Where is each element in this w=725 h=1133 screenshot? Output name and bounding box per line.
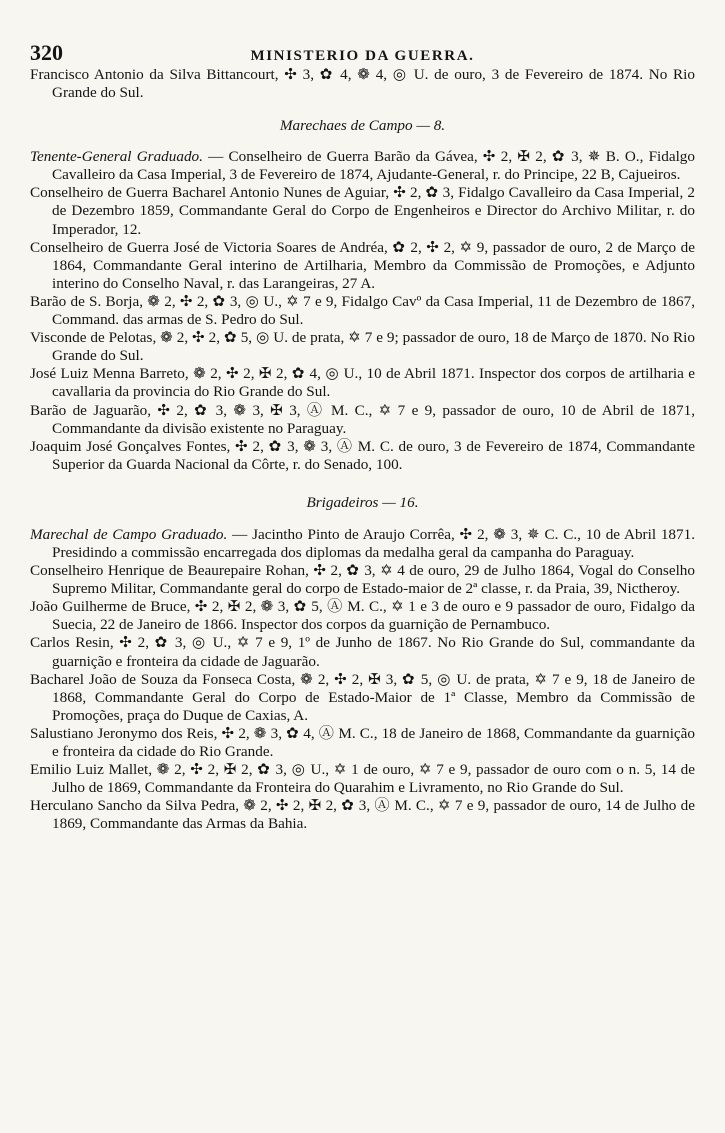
entry-text: Joaquim José Gonçalves Fontes, ✣ 2, ✿ 3, ❁ 3, Ⓐ M. C. de ouro, 3 de Fevereiro de 1874, Commandante Superior da Guarda Nacional da Côrte, r. do Senado, 100. xyxy=(30,437,695,473)
entry-text: Carlos Resin, ✣ 2, ✿ 3, ◎ U., ✡ 7 e 9, 1º de Junho de 1867. No Rio Grande do Sul, commandante da guarnição e fronteira da cidade de Jaguarão. xyxy=(30,634,695,670)
list-item xyxy=(30,329,695,365)
entry-text: Emilio Luiz Mallet, ❁ 2, ✣ 2, ✠ 2, ✿ 3, ◎ U., ✡ 1 de ouro, ✡ 7 e 9, passador de ouro com o n. 5, 14 de Julho de 1869, Commandante da Fronteira do Quarahim e Livramento, no Rio Grande do Sul. xyxy=(30,761,695,797)
list-item xyxy=(30,526,695,562)
list-item xyxy=(30,438,695,474)
list-item xyxy=(30,598,695,634)
list-item xyxy=(30,725,695,761)
entry-text: Conselheiro de Guerra Bacharel Antonio Nunes de Aguiar, ✣ 2, ✿ 3, Fidalgo Cavalleiro da Casa Imperial, 2 de Dezembro 1859, Commandante Geral do Corpo de Engenheiros e Director do Archivo Militar, r. do Imperador, 12. xyxy=(30,184,695,238)
list-item xyxy=(30,184,695,238)
entry-text: Conselheiro Henrique de Beaurepaire Rohan, ✣ 2, ✿ 3, ✡ 4 de ouro, 29 de Julho 1864, Vogal do Conselho Supremo Militar, Commandante geral do corpo de Estado-maior de 2ª classe, r. da Praia, 39, Nictheroy. xyxy=(30,562,695,598)
section-heading-marechaes: Marechaes de Campo — 8. xyxy=(279,117,446,135)
running-title: MINISTERIO DA GUERRA. xyxy=(250,48,475,64)
entry-text: Visconde de Pelotas, ❁ 2, ✣ 2, ✿ 5, ◎ U. de prata, ✡ 7 e 9; passador de ouro, 18 de Março de 1870. No Rio Grande do Sul. xyxy=(30,329,695,365)
list-item xyxy=(30,365,695,401)
top-entry: Francisco Antonio da Silva Bittancourt, ✣ 3, ✿ 4, ❁ 4, ◎ U. de ouro, 3 de Fevereiro de 1874. No Rio Grande do Sul. xyxy=(30,66,695,102)
list-item xyxy=(30,562,695,598)
list-item xyxy=(30,671,695,725)
entry-text: — Jacintho Pinto de Araujo Corrêa, ✣ 2, ❁ 3, ✵ C. C., 10 de Abril 1871. Presidindo a commissão encarregada dos diplomas da medalha geral da campanha do Paraguay. xyxy=(52,525,696,561)
entry-text: João Guilherme de Bruce, ✣ 2, ✠ 2, ❁ 3, ✿ 5, Ⓐ M. C., ✡ 1 e 3 de ouro e 9 passador de ouro, Fidalgo da Suecia, 22 de Janeiro de 1866. Inspector dos corpos da guarnição de Pernambuco. xyxy=(30,598,695,634)
page-number: 320 xyxy=(30,40,63,65)
entry-text: Bacharel João de Souza da Fonseca Costa, ❁ 2, ✣ 2, ✠ 3, ✿ 5, ◎ U. de prata, ✡ 7 e 9, 18 de Janeiro de 1868, Commandante Geral do Corpo de Estado-Maior de 1ª Classe, Membro da Commissão de Promoções, praça do Duque de Caxias, A. xyxy=(30,670,695,724)
section-heading-brigadeiros: Brigadeiros — 16. xyxy=(306,493,419,511)
entry-text: Salustiano Jeronymo dos Reis, ✣ 2, ❁ 3, ✿ 4, Ⓐ M. C., 18 de Janeiro de 1868, Commandante da guarnição e fronteira da cidade do Rio Grande. xyxy=(30,724,695,760)
list-item xyxy=(30,634,695,670)
entry-text: Barão de Jaguarão, ✣ 2, ✿ 3, ❁ 3, ✠ 3, Ⓐ M. C., ✡ 7 e 9, passador de ouro, 10 de Abril de 1871, Commandante da divisão existente no Paraguay. xyxy=(30,401,695,437)
entry-text: — Conselheiro de Guerra Barão da Gávea, ✣ 2, ✠ 2, ✿ 3, ✵ B. O., Fidalgo Cavalleiro da Casa Imperial, 3 de Fevereiro de 1874, Ajudante-General, r. do Principe, 22 B, Cajueiros. xyxy=(52,148,695,184)
list-item xyxy=(30,239,695,293)
entry-text: Conselheiro de Guerra José de Victoria Soares de Andréa, ✿ 2, ✣ 2, ✡ 9, passador de ouro, 2 de Março de 1864, Commandante Geral interino de Artilharia, Membro da Commissão de Promoções, e Adjunto interino do Conselho Naval, r. das Larangeiras, 27 A. xyxy=(30,238,695,292)
running-head xyxy=(30,40,695,66)
list-item xyxy=(30,761,695,797)
entry-text: Herculano Sancho da Silva Pedra, ❁ 2, ✣ 2, ✠ 2, ✿ 3, Ⓐ M. C., ✡ 7 e 9, passador de ouro, 14 de Julho de 1869, Commandante das Armas da Bahia. xyxy=(30,797,695,833)
rank-label: Marechal de Campo Graduado. xyxy=(30,525,228,543)
rank-label: Tenente-General Graduado. xyxy=(30,148,203,166)
entry-text: Barão de S. Borja, ❁ 2, ✣ 2, ✿ 3, ◎ U., ✡ 7 e 9, Fidalgo Cavº da Casa Imperial, 11 de Dezembro de 1867, Command. das armas de S. Pedro do Sul. xyxy=(30,292,695,329)
list-item xyxy=(30,148,695,184)
list-item xyxy=(30,402,695,438)
entry-text: José Luiz Menna Barreto, ❁ 2, ✣ 2, ✠ 2, ✿ 4, ◎ U., 10 de Abril 1871. Inspector dos corpos de artilharia e cavallaria da provincia do Rio Grande do Sul. xyxy=(30,365,695,401)
list-item xyxy=(30,797,695,833)
list-item xyxy=(30,293,695,329)
